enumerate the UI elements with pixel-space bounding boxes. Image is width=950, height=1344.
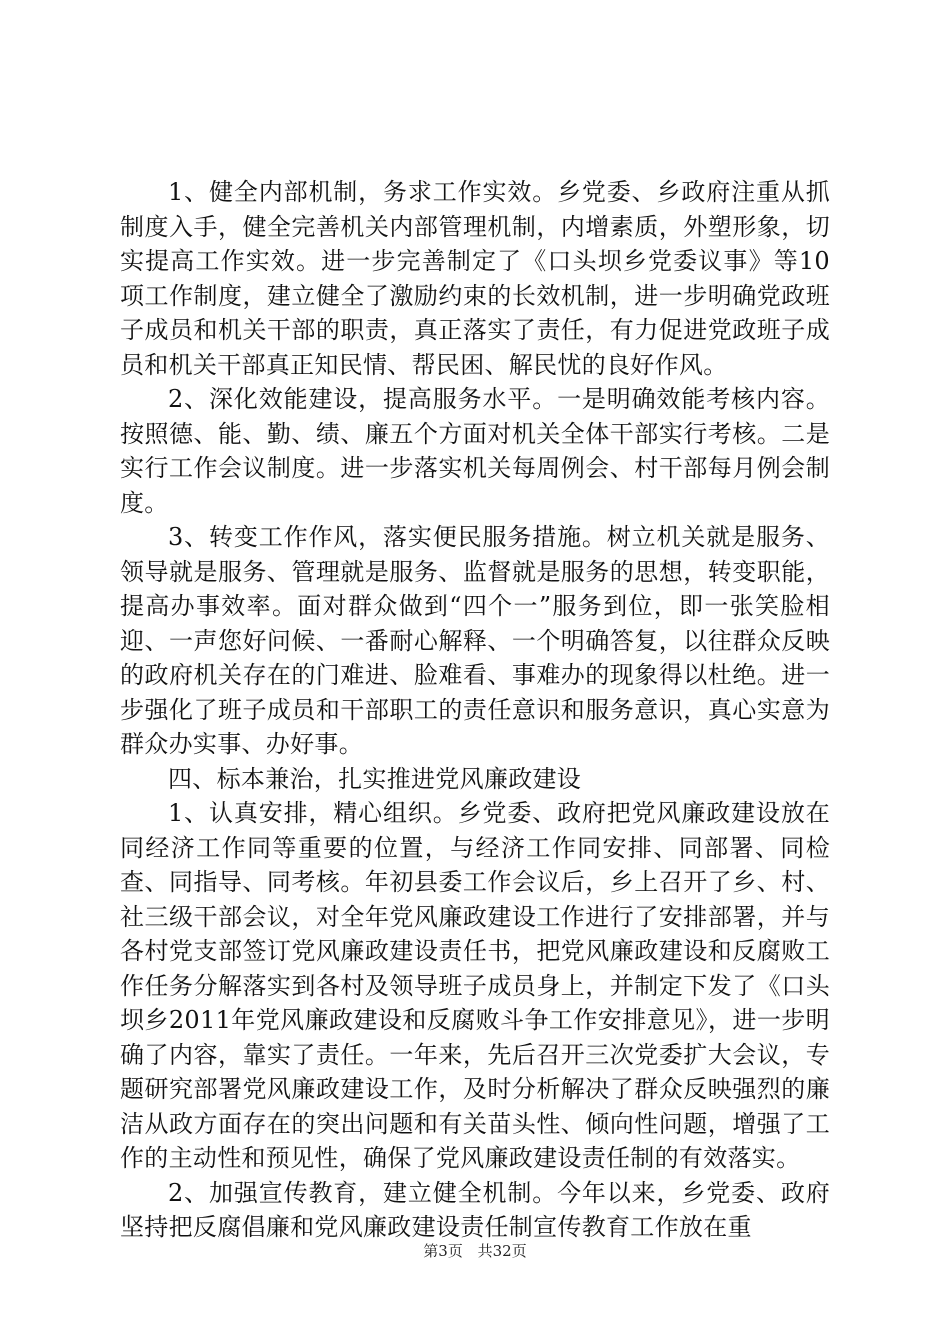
section-heading-clean-government: 四、标本兼治，扎实推进党风廉政建设 (168, 764, 582, 793)
paragraph-work-style: 3、转变工作作风，落实便民服务措施。树立机关就是服务、领导就是服务、管理就是服务、监督就是服务的思想，转变职能，提高办事效率。面对群众做到“四个一”服务到位，即一张笑脸相迎、一声您好问候、一番耐心解释、一个明确答复，以往群众反映的政府机关存在的门难进、脸难看、事难办的现象得以杜绝。进一步强化了班子成员和干部职工的责任意识和服务意识，真心实意为群众办实事、办好事。 (120, 523, 830, 758)
paragraph-publicity-education: 2、加强宣传教育，建立健全机制。今年以来，乡党委、政府坚持把反腐倡廉和党风廉政建设责任制宣传教育工作放在重 (120, 1178, 830, 1241)
paragraph-efficiency-building: 2、深化效能建设，提高服务水平。一是明确效能考核内容。按照德、能、勤、绩、廉五个方面对机关全体干部实行考核。二是实行工作会议制度。进一步落实机关每周例会、村干部每月例会制度。 (120, 385, 830, 517)
paragraph-internal-mechanism: 1、健全内部机制，务求工作实效。乡党委、乡政府注重从抓制度入手，健全完善机关内部管理机制，内增素质，外塑形象，切实提高工作实效。进一步完善制定了《口头坝乡党委议事》等10项工作制度，建立健全了激励约束的长效机制，进一步明确党政班子成员和机关干部的职责，真正落实了责任，有力促进党政班子成员和机关干部真正知民情、帮民困、解民忧的良好作风。 (120, 178, 830, 379)
page-footer (0, 1240, 950, 1261)
document-body (120, 175, 830, 1245)
page-number-current: 第3页 (423, 1242, 463, 1260)
page-number-total: 共32页 (477, 1242, 527, 1260)
paragraph-arrangement-organization: 1、认真安排，精心组织。乡党委、政府把党风廉政建设放在同经济工作同等重要的位置，与经济工作同安排、同部署、同检查、同指导、同考核。年初县委工作会议后，乡上召开了乡、村、社三级干部会议，对全年党风廉政建设工作进行了安排部署，并与各村党支部签订党风廉政建设责任书，把党风廉政建设和反腐败工作任务分解落实到各村及领导班子成员身上，并制定下发了《口头坝乡2011年党风廉政建设和反腐败斗争工作安排意见》，进一步明确了内容，靠实了责任。一年来，先后召开三次党委扩大会议，专题研究部署党风廉政建设工作，及时分析解决了群众反映强烈的廉洁从政方面存在的突出问题和有关苗头性、倾向性问题，增强了工作的主动性和预见性，确保了党风廉政建设责任制的有效落实。 (120, 799, 830, 1172)
